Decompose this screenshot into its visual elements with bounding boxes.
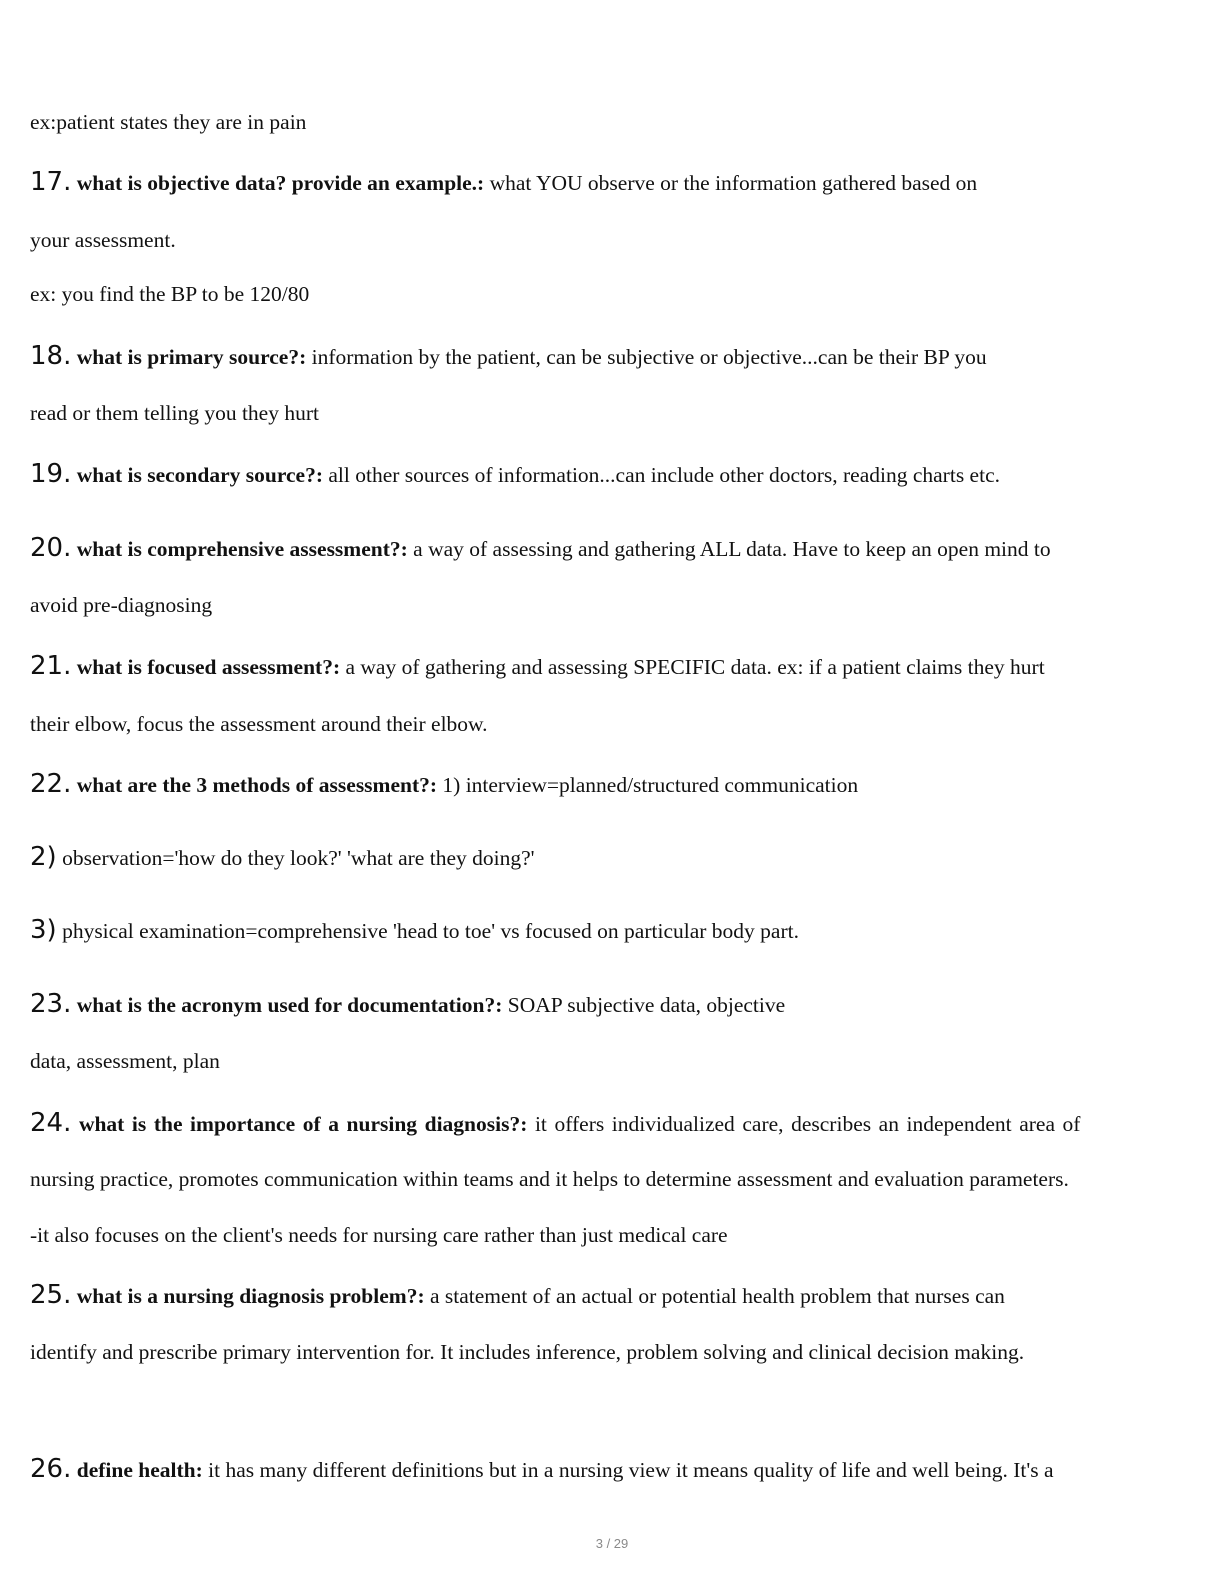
method-number: 3) xyxy=(30,915,57,945)
question-number: 18. xyxy=(30,341,72,371)
question-19 xyxy=(30,460,1000,489)
text-line: read or them telling you they hurt xyxy=(30,401,319,425)
text-line: avoid pre-diagnosing xyxy=(30,593,213,617)
text-line: nursing practice, promotes communication within teams and it helps to determine assessment and evaluation parameters. xyxy=(30,1167,1069,1191)
question-18 xyxy=(30,342,987,371)
text-line: identify and prescribe primary intervention for. It includes inference, problem solving and clinical decision making. xyxy=(30,1340,1025,1364)
question-text: what is primary source?: xyxy=(76,345,307,369)
answer-text: all other sources of information...can include other doctors, reading charts etc. xyxy=(328,463,1000,487)
question-17 xyxy=(30,168,977,197)
question-number: 26. xyxy=(30,1454,72,1484)
method-text: observation='how do they look?' 'what are they doing?' xyxy=(62,846,535,870)
page-number: 3 / 29 xyxy=(595,1536,629,1551)
answer-text: it offers individualized care, describes an independent area of xyxy=(534,1112,1081,1136)
method-number: 2) xyxy=(30,842,57,872)
answer-text: it has many different definitions but in a nursing view it means quality of life and well being. It's a xyxy=(208,1458,1054,1482)
question-number: 22. xyxy=(30,769,72,799)
question-number: 25. xyxy=(30,1280,72,1310)
answer-text: 1) interview=planned/structured communication xyxy=(442,773,859,797)
question-26 xyxy=(30,1455,1054,1484)
question-text: what are the 3 methods of assessment?: xyxy=(76,773,438,797)
text-line: -it also focuses on the client's needs for nursing care rather than just medical care xyxy=(30,1223,728,1247)
question-25 xyxy=(30,1281,1005,1310)
method-item xyxy=(30,916,799,945)
question-number: 19. xyxy=(30,459,72,489)
question-text: what is comprehensive assessment?: xyxy=(76,537,408,561)
text-line: data, assessment, plan xyxy=(30,1049,220,1073)
question-text: what is objective data? provide an example.: xyxy=(76,171,485,195)
question-text: what is a nursing diagnosis problem?: xyxy=(76,1284,425,1308)
text-line: ex: you find the BP to be 120/80 xyxy=(30,282,310,306)
question-text: what is the importance of a nursing diagnosis?: xyxy=(78,1112,528,1136)
question-23 xyxy=(30,990,785,1019)
question-20 xyxy=(30,534,1051,563)
question-21 xyxy=(30,652,1045,681)
question-text: what is the acronym used for documentation?: xyxy=(76,993,503,1017)
text-line: their elbow, focus the assessment around their elbow. xyxy=(30,712,488,736)
question-number: 20. xyxy=(30,533,72,563)
question-number: 23. xyxy=(30,989,72,1019)
question-text: what is secondary source?: xyxy=(76,463,323,487)
question-number: 24. xyxy=(30,1108,72,1138)
answer-text: a way of gathering and assessing SPECIFIC data. ex: if a patient claims they hurt xyxy=(345,655,1045,679)
text-line: ex:patient states they are in pain xyxy=(30,110,307,134)
question-22 xyxy=(30,770,858,799)
answer-text: information by the patient, can be subjective or objective...can be their BP you xyxy=(311,345,987,369)
text-line: your assessment. xyxy=(30,228,176,252)
answer-text: a way of assessing and gathering ALL data. Have to keep an open mind to xyxy=(413,537,1051,561)
question-number: 17. xyxy=(30,167,72,197)
method-text: physical examination=comprehensive 'head to toe' vs focused on particular body part. xyxy=(62,919,799,943)
answer-text: what YOU observe or the information gathered based on xyxy=(489,171,978,195)
question-text: what is focused assessment?: xyxy=(76,655,341,679)
question-text: define health: xyxy=(76,1458,203,1482)
question-number: 21. xyxy=(30,651,72,681)
method-item xyxy=(30,843,535,872)
answer-text: a statement of an actual or potential health problem that nurses can xyxy=(429,1284,1005,1308)
answer-text: SOAP subjective data, objective xyxy=(507,993,786,1017)
question-24 xyxy=(30,1109,1080,1138)
